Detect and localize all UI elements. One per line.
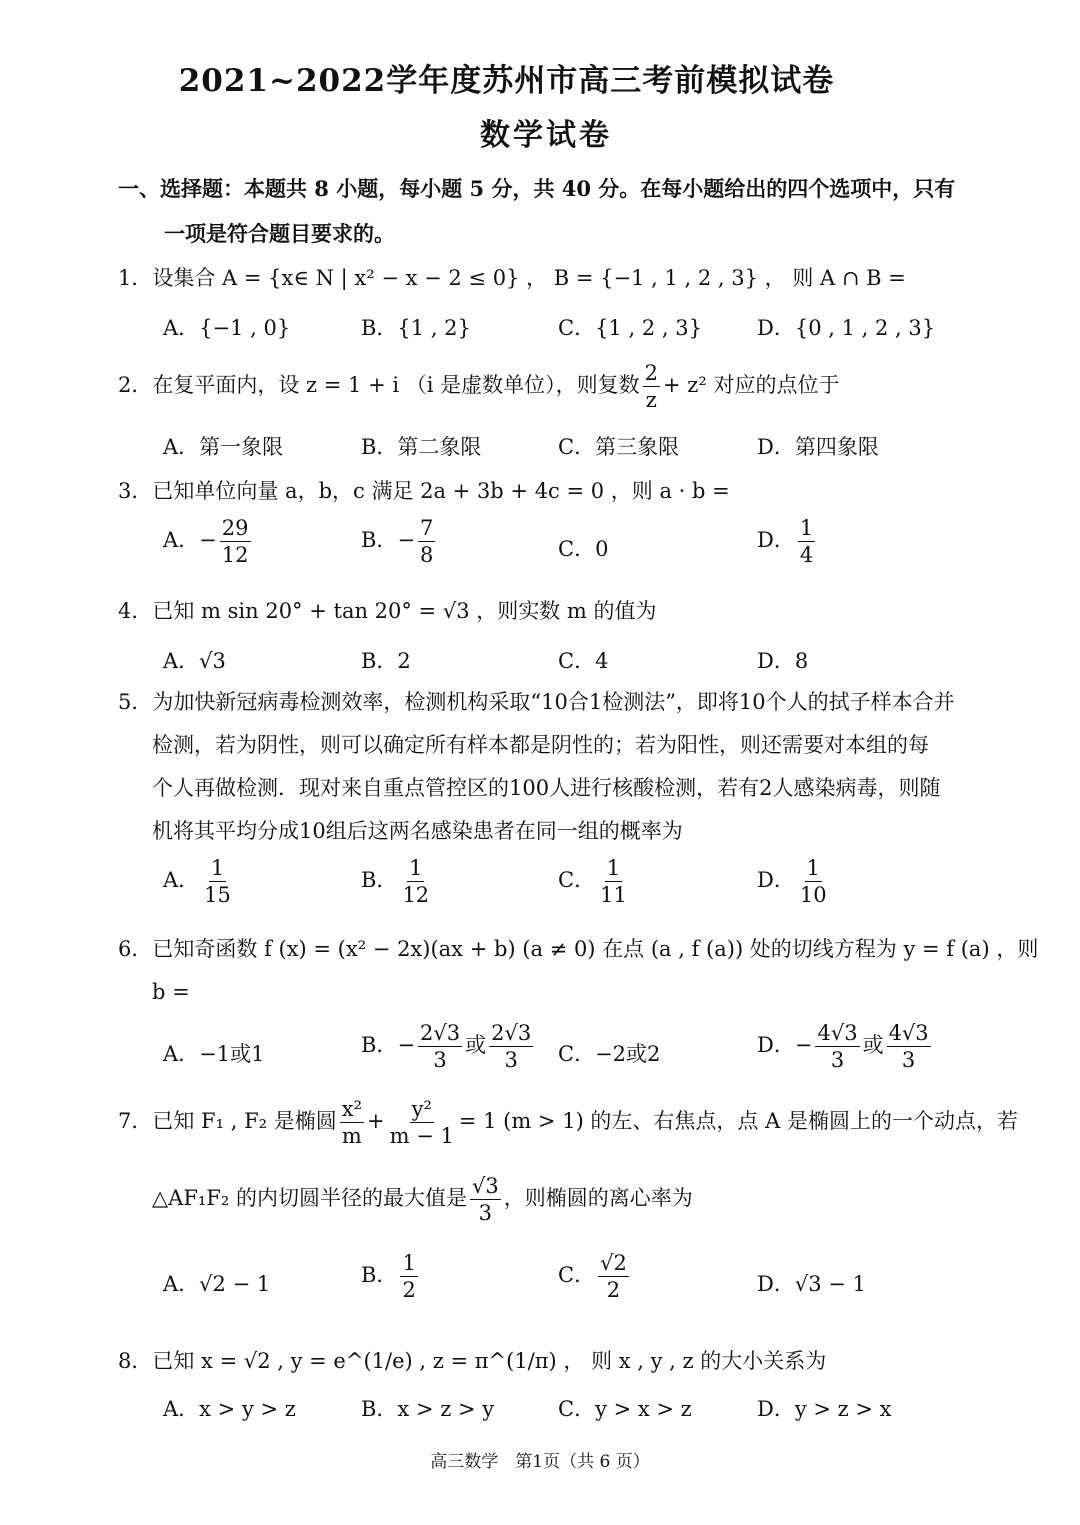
q3-option-d: D． $\frac{1}{4}$	[757, 516, 814, 568]
q7-option-a: A．√2 − 1	[163, 1272, 271, 1296]
q8-option-d: D．y > z > x	[757, 1397, 892, 1421]
question-6	[118, 933, 1038, 963]
question-number: 2．	[118, 373, 153, 398]
question-8	[118, 1345, 826, 1375]
q4-option-b: B．2	[361, 649, 411, 673]
question-4	[118, 595, 657, 625]
question-number: 1．	[118, 266, 153, 290]
fraction: $\frac{2}{z}$	[644, 361, 659, 413]
section-heading-line2: 一项是符合题目要求的。	[164, 221, 395, 246]
q4-option-c: C．4	[558, 649, 609, 673]
question-stem-line: △AF₁F₂ 的内切圆半径的最大值是 $\frac{√3}{3}$ ，则椭圆的离心率为	[152, 1174, 693, 1226]
q8-option-b: B．x > z > y	[361, 1397, 495, 1421]
q5-option-d: D． $\frac{1}{10}$	[757, 856, 827, 908]
q3-option-b: B．− $\frac{7}{8}$	[361, 516, 434, 568]
question-number: 8．	[118, 1349, 153, 1373]
q5-option-a: A． $\frac{1}{15}$	[163, 856, 231, 908]
question-5	[118, 686, 955, 716]
q8-option-a: A．x > y > z	[163, 1397, 296, 1421]
q3-option-a: A．− $\frac{29}{12}$	[163, 516, 249, 568]
q2-option-a: A．第一象限	[163, 435, 284, 459]
question-stem: 设集合 A = {x∈ N | x² − x − 2 ≤ 0} ， B = {−1 , 1 , 2 , 3} ， 则 A ∩ B =	[152, 266, 906, 290]
q7-option-c: C． $\frac{√2}{2}$	[558, 1251, 627, 1303]
question-number: 7．	[118, 1109, 153, 1134]
question-3	[118, 475, 730, 505]
question-2: 2．在复平面内，设 z = 1 + i （i 是虚数单位），则复数 $\frac{2}{z}$ + z² 对应的点位于	[118, 361, 840, 413]
question-number: 5．	[118, 690, 153, 714]
question-stem: 已知 m sin 20° + tan 20° = √3 ，则实数 m 的值为	[152, 599, 657, 623]
q1-option-a: A．{−1 , 0}	[163, 316, 291, 340]
question-stem-line: 检测，若为阴性，则可以确定所有样本都是阴性的；若为阳性，则还需要对本组的每	[152, 733, 929, 757]
q6-option-a: A．−1或1	[163, 1042, 265, 1066]
fraction: $\frac{\text{y²}}{m - 1}$	[389, 1097, 454, 1149]
page-footer: 高三数学 第1页（共 6 页）	[430, 1452, 650, 1472]
question-stem-line: 个人再做检测．现对来自重点管控区的100人进行核酸检测，若有2人感染病毒，则随	[152, 776, 941, 800]
q2-option-c: C．第三象限	[558, 435, 680, 459]
question-number: 3．	[118, 479, 153, 503]
q1-option-d: D．{0 , 1 , 2 , 3}	[757, 316, 936, 340]
q1-option-b: B．{1 , 2}	[361, 316, 471, 340]
question-stem: 已知单位向量 a，b，c 满足 2a + 3b + 4c = 0 ，则 a · b =	[152, 479, 730, 503]
q8-option-c: C．y > x > z	[558, 1397, 692, 1421]
fraction: $\frac{\text{x²}}{m}$	[341, 1097, 362, 1149]
q7-option-d: D．√3 − 1	[757, 1272, 866, 1296]
q4-option-a: A．√3	[163, 649, 226, 673]
q2-option-b: B．第二象限	[361, 435, 482, 459]
question-number: 4．	[118, 599, 153, 623]
question-stem-line: b =	[152, 980, 190, 1004]
exam-subtitle: 数学试卷	[480, 118, 612, 153]
fraction: $\frac{√3}{3}$	[471, 1174, 499, 1226]
question-stem-line: 机将其平均分成10组后这两名感染患者在同一组的概率为	[152, 819, 683, 843]
question-stem: 已知奇函数 f (x) = (x² − 2x)(ax + b) (a ≠ 0) 在点 (a , f (a)) 处的切线方程为 y = f (a) ，则	[152, 937, 1039, 961]
section-heading-line1: 一、选择题：本题共 8 小题，每小题 5 分，共 40 分。在每小题给出的四个选项中，只有	[118, 176, 956, 201]
q6-option-c: C．−2或2	[558, 1042, 661, 1066]
question-stem: 在复平面内，设 z = 1 + i （i 是虚数单位），则复数	[152, 373, 640, 398]
q5-option-c: C． $\frac{1}{11}$	[558, 856, 627, 908]
question-1	[118, 262, 906, 292]
question-stem: 已知 x = √2 , y = e^(1/e) , z = π^(1/π) ， 则 x , y , z 的大小关系为	[152, 1349, 827, 1373]
q6-option-d: D．− $\frac{4√3}{3}$ 或 $\frac{4√3}{3}$	[757, 1021, 929, 1073]
question-7: 7．已知 F₁ , F₂ 是椭圆 $\frac{\text{x²}}{m}$ + $\frac{\text{y²}}{m - 1}$ = 1 (m > 1) 的左、右焦点，点 A 是椭圆上的一个动点，若	[118, 1097, 1018, 1149]
q4-option-d: D．8	[757, 649, 809, 673]
q5-option-b: B． $\frac{1}{12}$	[361, 856, 430, 908]
exam-title: 2021~2022学年度苏州市高三考前模拟试卷	[178, 63, 835, 99]
q3-option-c: C．0	[558, 537, 609, 561]
q6-option-b: B．− $\frac{2√3}{3}$ 或 $\frac{2√3}{3}$	[361, 1021, 532, 1073]
q7-option-b: B． $\frac{1}{2}$	[361, 1251, 416, 1303]
question-number: 6．	[118, 937, 153, 961]
question-stem-line: 为加快新冠病毒检测效率，检测机构采取“10合1检测法”，即将10个人的拭子样本合并	[152, 690, 955, 714]
q2-option-d: D．第四象限	[757, 435, 879, 459]
q1-option-c: C．{1 , 2 , 3}	[558, 316, 702, 340]
